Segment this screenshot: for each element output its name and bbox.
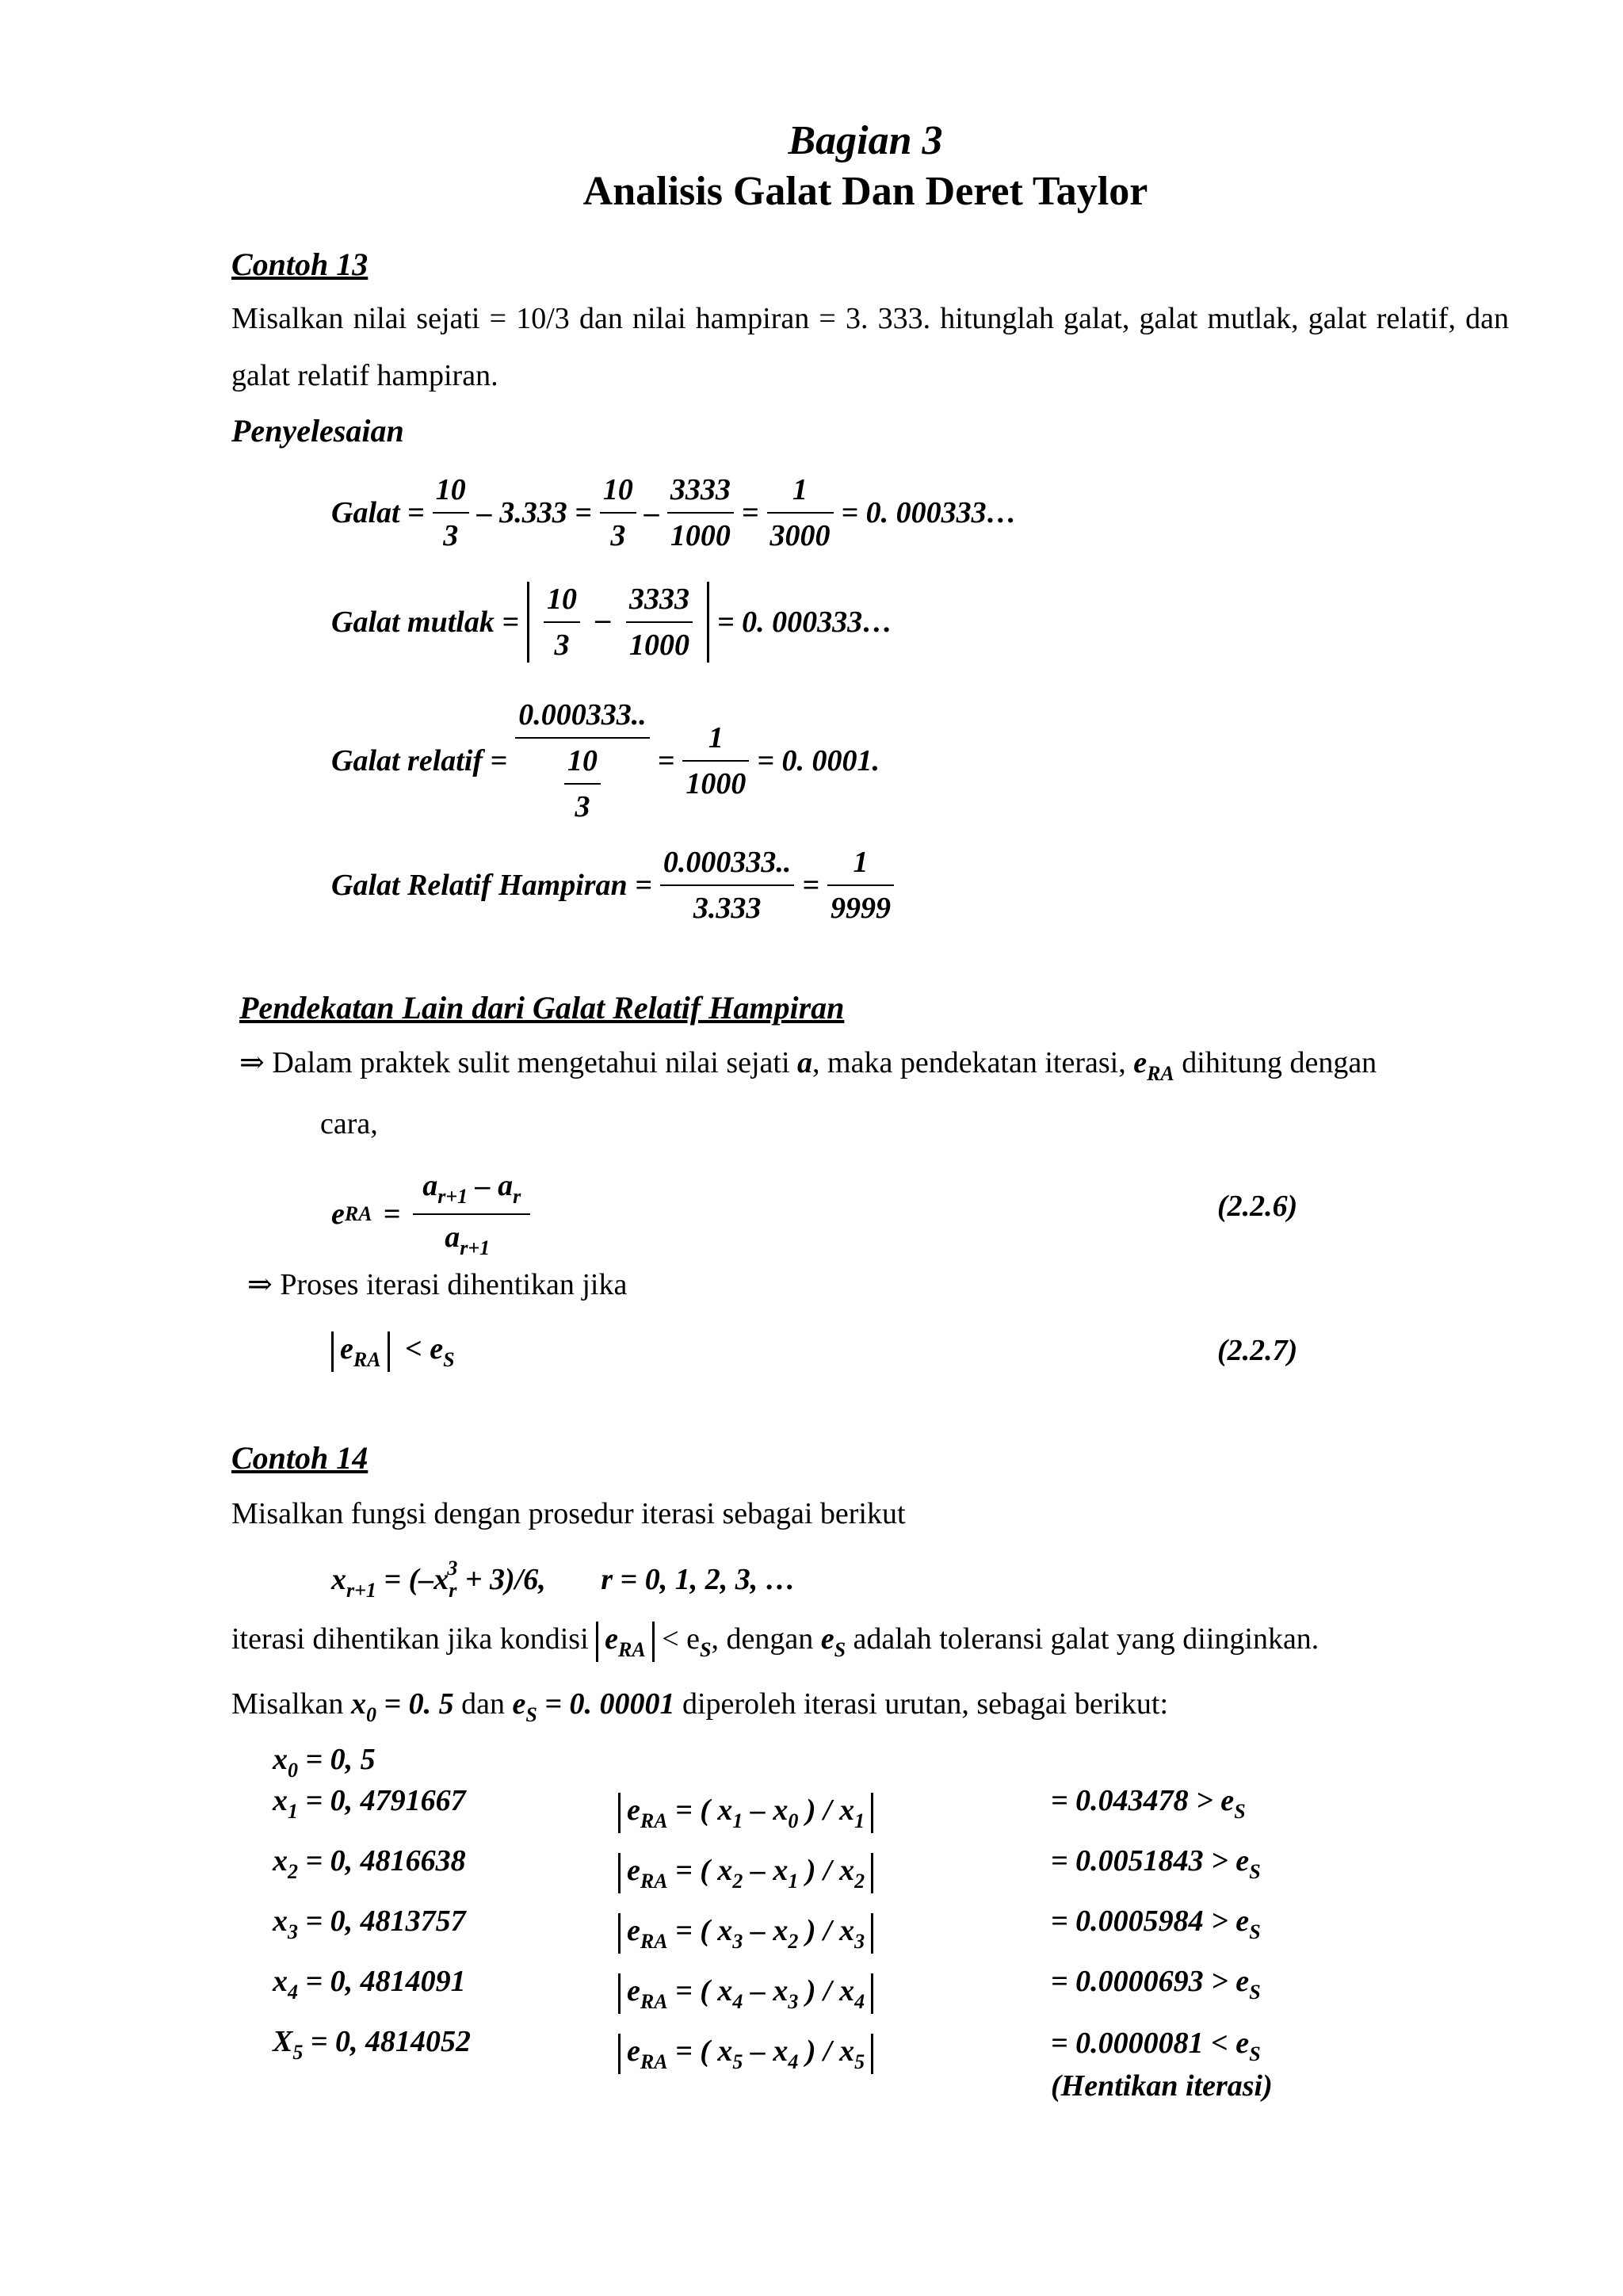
- r-range: r = 0, 1, 2, 3, …: [601, 1563, 796, 1596]
- example-13-paragraph: Misalkan nilai sejati = 10/3 dan nilai hampiran = 3. 333. hitunglah galat, galat mutlak, galat relatif, dan galat relatif hampiran.: [231, 302, 1509, 392]
- text-segment: ) / x: [798, 1914, 855, 1947]
- text-segment: Dalam praktek sulit mengetahui nilai sejati: [272, 1046, 790, 1079]
- fraction-numerator: 0.000333..: [515, 697, 650, 739]
- implies-arrow-icon: ⇒: [239, 1046, 265, 1079]
- variable-e: e: [627, 1974, 640, 2008]
- equation-tag-2-2-7: (2.2.7): [1217, 1334, 1298, 1367]
- subscript: 2: [788, 1930, 799, 1953]
- subscript: r+1: [460, 1236, 491, 1259]
- text-segment: , maka pendekatan iterasi,: [812, 1046, 1126, 1079]
- subscript: S: [1249, 1981, 1261, 2004]
- subscript: 1: [788, 1870, 799, 1893]
- text-segment: – x: [743, 1854, 789, 1887]
- subscript: 1: [854, 1809, 865, 1832]
- text-segment: dihitung dengan: [1182, 1046, 1377, 1079]
- chapter-number: Bagian 3: [788, 118, 943, 163]
- iteration-formula-2: [618, 1853, 873, 1893]
- iteration-x2: [273, 1843, 466, 1884]
- variable-e: e: [605, 1622, 619, 1656]
- subscript: RA: [1147, 1062, 1174, 1085]
- iteration-value: = 0, 4814052: [303, 2025, 472, 2058]
- iteration-formula-5: [618, 2034, 873, 2074]
- absolute-value-bars: [596, 1622, 655, 1662]
- subscript: RA: [640, 2050, 668, 2073]
- galat-relatif-hampiran-equation: [331, 845, 902, 926]
- variable-a: a: [445, 1221, 460, 1254]
- fraction-numerator: 10: [564, 743, 601, 785]
- pendekatan-heading: Pendekatan Lain dari Galat Relatif Hampiran: [239, 990, 845, 1026]
- text-segment: iterasi dihentikan jika kondisi: [231, 1622, 589, 1656]
- variable-x: X: [273, 2025, 293, 2058]
- fraction-denominator: 1000: [670, 519, 731, 552]
- subscript: S: [834, 1638, 846, 1661]
- subscript: 2: [854, 1870, 865, 1893]
- galat-mutlak-equation: [331, 582, 892, 663]
- iteration-result-1: [1051, 1783, 1246, 1824]
- subscript: 4: [732, 1990, 743, 2013]
- iteration-x5: [273, 2024, 471, 2065]
- subscript: 3: [854, 1930, 865, 1953]
- fraction-numerator: 0.000333..: [660, 845, 795, 886]
- equation-tag-2-2-6: (2.2.6): [1217, 1190, 1298, 1223]
- text-segment: ) / x: [798, 1794, 855, 1827]
- example-13-heading: Contoh 13: [231, 246, 369, 282]
- galat-minus-value: – 3.333 =: [476, 496, 592, 529]
- text-segment: ) / x: [798, 1854, 855, 1887]
- subscript: 3: [288, 1920, 298, 1943]
- galat-equation: [331, 472, 1017, 553]
- example-14-line-1: Misalkan fungsi dengan prosedur iterasi sebagai berikut: [231, 1497, 906, 1530]
- superscript: 3: [447, 1557, 458, 1580]
- iteration-value: = 0, 4816638: [298, 1844, 466, 1878]
- subscript: 0: [288, 1759, 298, 1782]
- text-segment: = ( x: [667, 1974, 733, 2008]
- solution-label: Penyelesaian: [231, 413, 404, 449]
- iteration-x3: [273, 1904, 466, 1944]
- subscript: 4: [788, 2050, 799, 2073]
- result-text: = 0.043478 > e: [1051, 1784, 1235, 1817]
- equals-sign: =: [741, 496, 759, 529]
- variable-x: x: [273, 1965, 288, 1998]
- subscript: RA: [640, 1809, 668, 1832]
- iteration-result-3: [1051, 1904, 1261, 1944]
- chapter-title: Analisis Galat Dan Deret Taylor: [582, 169, 1148, 214]
- iteration-x1: [273, 1783, 466, 1824]
- example-14-line-4: [231, 1687, 1168, 1727]
- stop-condition-line: [247, 1266, 627, 1302]
- subscript: 5: [732, 2050, 743, 2073]
- subscript: r+1: [346, 1579, 376, 1602]
- equals-sign: =: [657, 744, 675, 777]
- fraction-numerator: 10: [544, 582, 580, 623]
- equation-2-2-6: [331, 1168, 538, 1260]
- variable-x: x: [331, 1563, 346, 1596]
- variable-x: x: [273, 1743, 288, 1776]
- example-14-heading: Contoh 14: [231, 1440, 369, 1476]
- galat-label: Galat =: [331, 496, 425, 529]
- fraction-numerator: 10: [433, 472, 469, 514]
- subscript: 2: [288, 1860, 298, 1883]
- fraction-numerator: 1: [827, 845, 894, 886]
- implies-arrow-icon: ⇒: [247, 1268, 273, 1301]
- variable-e: e: [331, 1198, 345, 1231]
- galat-mutlak-label: Galat mutlak =: [331, 606, 520, 639]
- subscript: S: [1249, 1860, 1261, 1883]
- absolute-value-bars: [527, 582, 709, 663]
- text-segment: – x: [743, 1794, 789, 1827]
- text-segment: – x: [743, 1974, 789, 2008]
- subscript: 2: [732, 1870, 743, 1893]
- variable-e: e: [340, 1332, 353, 1366]
- text-segment: – x: [743, 1914, 789, 1947]
- equals-sign: =: [802, 869, 820, 902]
- subscript: RA: [640, 1870, 668, 1893]
- iteration-formula: [331, 1557, 796, 1603]
- galat-relatif-result: = 0. 0001.: [757, 744, 880, 777]
- iteration-result-4: [1051, 1964, 1261, 2004]
- galat-result: = 0. 000333…: [841, 496, 1017, 529]
- iteration-x0: [273, 1742, 376, 1782]
- subscript: RA: [344, 1202, 372, 1225]
- text-segment: = (–x: [376, 1563, 449, 1596]
- subscript: S: [443, 1348, 455, 1371]
- text-segment: – a: [475, 1169, 514, 1202]
- subscript: 0: [788, 1809, 799, 1832]
- fraction-numerator: 1: [682, 720, 749, 762]
- stop-iteration-note: (Hentikan iterasi): [1051, 2069, 1273, 2103]
- fraction-numerator: 3333: [667, 472, 734, 514]
- subscript: RA: [640, 1930, 668, 1953]
- variable-x: x: [273, 1904, 288, 1938]
- galat-relatif-equation: [331, 697, 880, 824]
- subscript: 3: [732, 1930, 743, 1953]
- fraction-denominator: 3: [554, 628, 570, 662]
- subscript: RA: [618, 1638, 646, 1661]
- text-segment: = ( x: [667, 1854, 733, 1887]
- subscript: 1: [288, 1800, 298, 1823]
- variable-x: x: [273, 1844, 288, 1878]
- text-segment: dan: [461, 1687, 505, 1721]
- galat-relatif-hampiran-label: Galat Relatif Hampiran =: [331, 869, 652, 902]
- minus-sign: –: [595, 602, 611, 636]
- text-segment: = ( x: [667, 1794, 733, 1827]
- text-segment: < e: [405, 1332, 444, 1366]
- iteration-value: = 0, 5: [298, 1743, 376, 1776]
- text-segment: – x: [743, 2034, 789, 2068]
- iteration-value: = 0, 4814091: [298, 1965, 466, 1998]
- text-segment: ) / x: [798, 2034, 855, 2068]
- result-text: = 0.0051843 > e: [1051, 1844, 1250, 1878]
- text-segment: ) / x: [798, 1974, 855, 2008]
- text-segment: = ( x: [667, 2034, 733, 2068]
- text-segment: diperoleh iterasi urutan, sebagai berikut:: [682, 1687, 1169, 1721]
- iteration-result-5: [1051, 2026, 1261, 2066]
- variable-e: e: [627, 2034, 640, 2068]
- equals-sign: =: [383, 1198, 401, 1231]
- iteration-value: = 0, 4813757: [298, 1904, 466, 1938]
- text-segment: = 0. 5: [376, 1687, 454, 1721]
- subscript: S: [1249, 1920, 1261, 1943]
- text-segment: = ( x: [667, 1914, 733, 1947]
- subscript: S: [1234, 1800, 1246, 1823]
- text-segment: , dengan: [711, 1622, 814, 1656]
- subscript: RA: [353, 1348, 381, 1371]
- iteration-formula-3: [618, 1913, 873, 1954]
- equation-2-2-7: [331, 1331, 455, 1372]
- iteration-value: = 0, 4791667: [298, 1784, 466, 1817]
- pendekatan-line-2: cara,: [320, 1107, 378, 1140]
- variable-e: e: [512, 1687, 526, 1721]
- fraction-denominator: 3000: [769, 519, 831, 552]
- subscript: 0: [365, 1703, 376, 1726]
- minus-sign: –: [643, 496, 659, 529]
- variable-e: e: [627, 1794, 640, 1827]
- subscript: 5: [854, 2050, 865, 2073]
- fraction-numerator: 3333: [626, 582, 693, 623]
- variable-a: a: [422, 1169, 438, 1202]
- result-text: = 0.0000081 < e: [1051, 2027, 1250, 2060]
- subscript: 5: [292, 2041, 304, 2064]
- text-segment: Misalkan: [231, 1687, 344, 1721]
- text-segment: = 0. 00001: [537, 1687, 675, 1721]
- fraction-denominator: 9999: [831, 892, 892, 925]
- subscript: r: [513, 1185, 521, 1208]
- subscript: S: [525, 1703, 537, 1726]
- fraction-numerator: 10: [600, 472, 636, 514]
- variable-e: e: [1133, 1046, 1148, 1079]
- text-segment: < e: [662, 1622, 700, 1656]
- fraction-denominator: 3: [610, 519, 626, 552]
- variable-e: e: [627, 1914, 640, 1947]
- absolute-value-bars: [331, 1331, 390, 1372]
- iteration-result-2: [1051, 1843, 1261, 1884]
- subscript: RA: [640, 1990, 668, 2013]
- variable-x: x: [350, 1687, 366, 1721]
- subscript: 1: [732, 1809, 743, 1832]
- text-segment: Proses iterasi dihentikan jika: [280, 1268, 628, 1301]
- iteration-formula-1: [618, 1793, 873, 1833]
- galat-relatif-label: Galat relatif =: [331, 744, 508, 777]
- text-segment: + 3)/6,: [457, 1563, 546, 1596]
- fraction-denominator: 1000: [629, 628, 690, 662]
- fraction-numerator: 1: [767, 472, 834, 514]
- example-14-line-3: [231, 1622, 1319, 1662]
- galat-mutlak-result: = 0. 000333…: [717, 606, 893, 639]
- fraction-denominator: 1000: [685, 767, 747, 800]
- fraction-denominator: 3.333: [693, 892, 762, 925]
- subscript: S: [700, 1638, 712, 1661]
- iteration-formula-4: [618, 1973, 873, 2014]
- subscript: 3: [788, 1990, 799, 2013]
- variable-a: a: [797, 1046, 813, 1079]
- subscript: 4: [854, 1990, 865, 2013]
- iteration-x4: [273, 1964, 466, 2004]
- subscript: r+1: [437, 1185, 468, 1208]
- subscript: S: [1249, 2042, 1261, 2065]
- variable-e: e: [820, 1622, 834, 1656]
- result-text: = 0.0005984 > e: [1051, 1904, 1250, 1938]
- variable-x: x: [273, 1784, 288, 1817]
- subscript: 4: [288, 1981, 298, 2004]
- text-segment: adalah toleransi galat yang diinginkan.: [853, 1622, 1319, 1656]
- pendekatan-line-1: [239, 1045, 1509, 1086]
- fraction-denominator: 3: [575, 790, 590, 823]
- variable-e: e: [627, 1854, 640, 1887]
- result-text: = 0.0000693 > e: [1051, 1965, 1250, 1998]
- fraction-denominator: 3: [443, 519, 459, 552]
- subscript: r: [449, 1579, 457, 1602]
